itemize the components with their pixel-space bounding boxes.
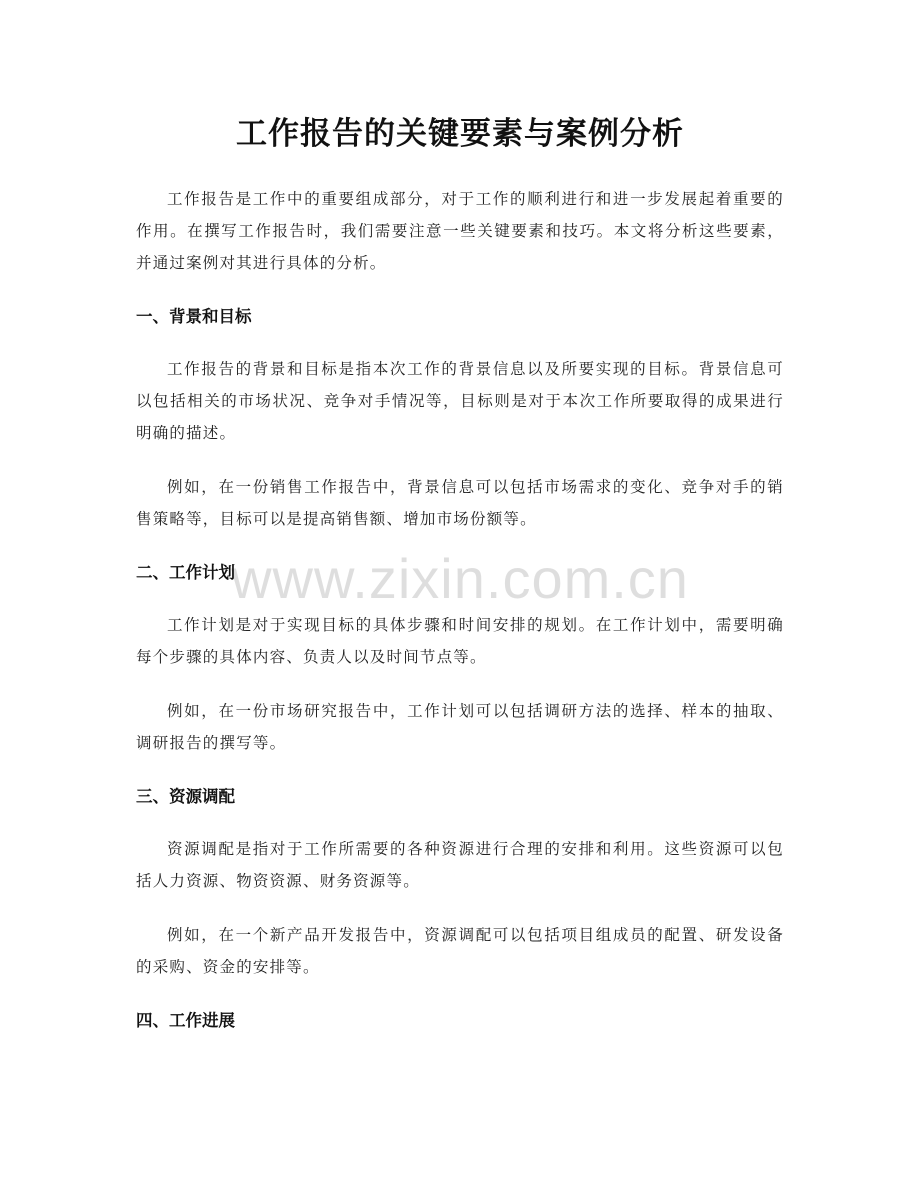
- section-paragraph: 例如，在一个新产品开发报告中，资源调配可以包括项目组成员的配置、研发设备的采购、资金的安排等。: [136, 926, 784, 976]
- section-heading-background: 一、背景和目标: [136, 307, 252, 326]
- section-paragraph: 工作报告的背景和目标是指本次工作的背景信息以及所要实现的目标。背景信息可以包括相关的市场状况、竞争对手情况等，目标则是对于本次工作所要取得的成果进行明确的描述。: [136, 360, 784, 442]
- section-paragraph: 资源调配是指对于工作所需要的各种资源进行合理的安排和利用。这些资源可以包括人力资源、物资资源、财务资源等。: [136, 840, 784, 890]
- intro-paragraph: 工作报告是工作中的重要组成部分，对于工作的顺利进行和进一步发展起着重要的作用。在撰写工作报告时，我们需要注意一些关键要素和技巧。本文将分析这些要素，并通过案例对其进行具体的分析。: [136, 190, 784, 272]
- section-paragraph: 例如，在一份销售工作报告中，背景信息可以包括市场需求的变化、竞争对手的销售策略等，目标可以是提高销售额、增加市场份额等。: [136, 478, 784, 528]
- section-paragraph: 工作计划是对于实现目标的具体步骤和时间安排的规划。在工作计划中，需要明确每个步骤的具体内容、负责人以及时间节点等。: [136, 616, 784, 666]
- document-title: 工作报告的关键要素与案例分析: [236, 116, 684, 152]
- watermark: www.zixin.com.cn: [231, 547, 689, 610]
- section-heading-progress: 四、工作进展: [136, 1011, 235, 1030]
- section-heading-work-plan: 二、工作计划: [136, 563, 235, 582]
- section-heading-resources: 三、资源调配: [136, 787, 235, 806]
- document-body: [136, 183, 784, 1057]
- section-paragraph: 例如，在一份市场研究报告中，工作计划可以包括调研方法的选择、样本的抽取、调研报告的撰写等。: [136, 702, 784, 752]
